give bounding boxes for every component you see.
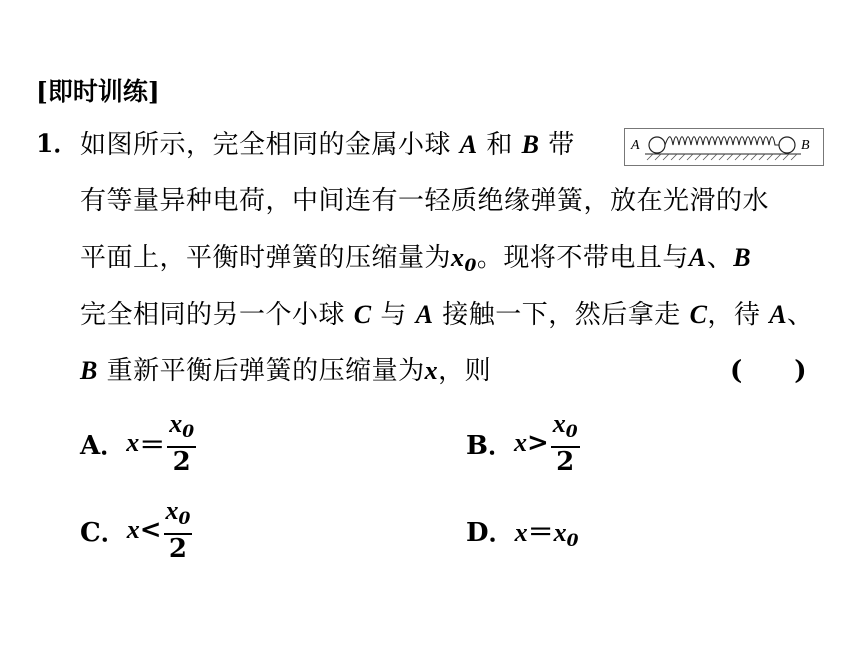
ball-a-icon bbox=[649, 137, 665, 153]
ball-b-icon bbox=[779, 137, 795, 153]
option-b[interactable] bbox=[466, 410, 580, 476]
section-heading: [即时训练] bbox=[36, 77, 160, 106]
option-a[interactable] bbox=[80, 410, 196, 476]
option-variable: x bbox=[514, 518, 528, 547]
question-line-2: 有等量异种电荷，中间连有一轻质绝缘弹簧，放在光滑的水 bbox=[80, 186, 770, 216]
question-line-3: 平面上，平衡时弹簧的压缩量为$x_0$。现将不带电且与A、B bbox=[80, 243, 752, 276]
option-letter: A． bbox=[80, 430, 127, 461]
option-rhs-subscript: 0 bbox=[566, 531, 579, 551]
ground-hatching bbox=[647, 154, 797, 160]
option-operator: ＝ bbox=[139, 430, 166, 461]
option-rhs: x bbox=[553, 518, 567, 547]
answer-blank: ( ) bbox=[730, 356, 807, 386]
question-line-1: 如图所示，完全相同的金属小球 A 和 B 带 bbox=[80, 130, 575, 160]
option-d[interactable] bbox=[466, 512, 578, 551]
fraction: $\frac{x_0}{2}$ bbox=[552, 409, 578, 477]
option-variable: x bbox=[126, 515, 140, 544]
option-variable: x bbox=[513, 428, 527, 457]
question-line-5: B 重新平衡后弹簧的压缩量为x，则 bbox=[80, 356, 492, 386]
option-letter: D． bbox=[466, 518, 515, 548]
figure-label-a: A bbox=[631, 138, 640, 153]
question-line-4: 完全相同的另一个小球 C 与 A 接触一下，然后拿走 C，待 A、 bbox=[80, 300, 814, 330]
question-number: 1． bbox=[36, 129, 79, 158]
option-operator: < bbox=[139, 515, 162, 545]
option-operator: ＝ bbox=[527, 518, 554, 548]
fraction: $\frac{x_0}{2}$ bbox=[165, 496, 191, 564]
option-c[interactable] bbox=[80, 497, 192, 563]
spring-icon bbox=[665, 137, 779, 145]
option-operator: > bbox=[526, 428, 549, 458]
option-letter: B． bbox=[466, 430, 514, 461]
option-variable: x bbox=[126, 428, 140, 457]
figure-label-b: B bbox=[801, 138, 810, 153]
option-letter: C． bbox=[80, 517, 127, 548]
spring-figure bbox=[624, 128, 824, 166]
fraction: $\frac{x_0}{2}$ bbox=[169, 409, 195, 477]
